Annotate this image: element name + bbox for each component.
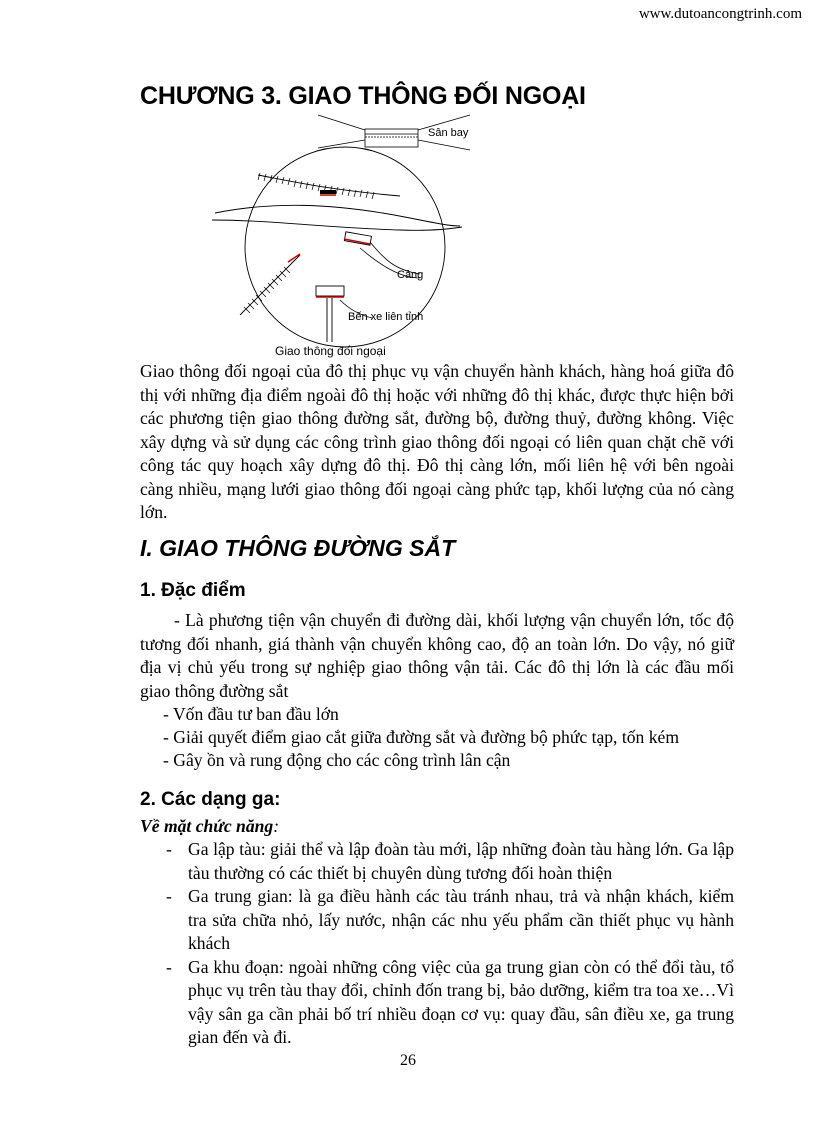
subsection-title-station-types: 2. Các dạng ga: bbox=[140, 789, 281, 810]
list-item-text: Ga lập tàu: giải thể và lập đoàn tàu mới, lập những đoàn tàu hàng lớn. Ga lập tàu thường có các thiết bị chuyên dùng tương đối hoàn thiện bbox=[188, 839, 734, 883]
airport-label: Sân bay bbox=[428, 127, 469, 139]
railway-station-north bbox=[320, 190, 336, 194]
list-item bbox=[140, 956, 734, 1050]
station-type-list bbox=[140, 838, 734, 1050]
function-label bbox=[140, 816, 279, 837]
rail-ties-southwest bbox=[244, 267, 290, 313]
subsection-title-features: 1. Đặc điểm bbox=[140, 580, 246, 601]
list-item bbox=[140, 838, 734, 885]
list-dash: - bbox=[166, 839, 172, 859]
bus-station-label: Bến xe liên tỉnh bbox=[348, 311, 424, 323]
river-upper-bank bbox=[215, 205, 460, 226]
intro-paragraph: Giao thông đối ngoại của đô thị phục vụ vận chuyển hành khách, hàng hoá giữa đô thị với những địa điểm ngoài đô thị hoặc với những đô thị khác, được thực hiện bởi các phương tiện giao thông đường sắt, đường bộ, đường thuỷ, đường không. Việc xây dựng và sử dụng các công trình giao thông đối ngoại có liên quan chặt chẽ với công tác quy hoạch xây dựng đô thị. Đô thị càng lớn, mối liên hệ với bên ngoài càng nhiều, mạng lưới giao thông đối ngoại càng phức tạp, khối lượng của nó càng lớn. bbox=[140, 361, 734, 522]
list-dash: - bbox=[166, 956, 172, 977]
feature-point: - Gây ồn và rung động cho các công trình lân cận bbox=[163, 750, 511, 770]
figure-caption: Giao thông đối ngoại bbox=[275, 344, 386, 358]
river-lower-bank bbox=[212, 220, 462, 230]
function-label-colon: : bbox=[273, 816, 280, 836]
section-title-railway: I. GIAO THÔNG ĐƯỜNG SẮT bbox=[140, 535, 456, 561]
bus-station-symbol bbox=[316, 286, 344, 297]
external-transport-diagram bbox=[200, 110, 490, 360]
function-label-text: Về mặt chức năng bbox=[140, 816, 274, 836]
feature-point: - Giải quyết điểm giao cắt giữa đường sắt và đường bộ phức tạp, tốn kém bbox=[163, 727, 680, 747]
list-item-text: Ga trung gian: là ga điều hành các tàu tránh nhau, trả và nhận khách, kiểm tra sửa chữa nhỏ, lấy nước, nhận các nhu yếu phẩm cần thiết phục vụ hành khách bbox=[188, 886, 734, 953]
feature-point: - Vốn đầu tư ban đầu lớn bbox=[163, 704, 339, 724]
port-label: Cảng bbox=[397, 269, 424, 281]
chapter-title: CHƯƠNG 3. GIAO THÔNG ĐỐI NGOẠI bbox=[140, 82, 586, 110]
list-dash: - bbox=[166, 886, 172, 906]
port-symbol bbox=[344, 232, 371, 245]
features-description: - Là phương tiện vận chuyển đi đường dài, khối lượng vận chuyển lớn, tốc độ tương đối nhanh, giá thành vận chuyển không cao, độ an toàn lớn. Do vậy, nó giữ địa vị chủ yếu trong sự nghiệp giao thông vận tải. Các đô thị lớn là các đầu mối giao thông đường sắt bbox=[140, 610, 734, 701]
page-number: 26 bbox=[400, 1052, 416, 1069]
list-item bbox=[140, 885, 734, 956]
site-url: www.dutoancongtrinh.com bbox=[638, 6, 802, 22]
list-item-text: Ga khu đoạn: ngoài những công việc của ga trung gian còn có thể đổi tàu, tổ phục vụ trên tàu thay đổi, chỉnh đốn trang bị, bảo dưỡng, kiểm tra toa xe…Vì vậy sân ga cần phải bố trí nhiều đoạn cơ vụ: quay đầu, sân điều xe, ga trung gian đến và đi. bbox=[188, 956, 734, 1047]
